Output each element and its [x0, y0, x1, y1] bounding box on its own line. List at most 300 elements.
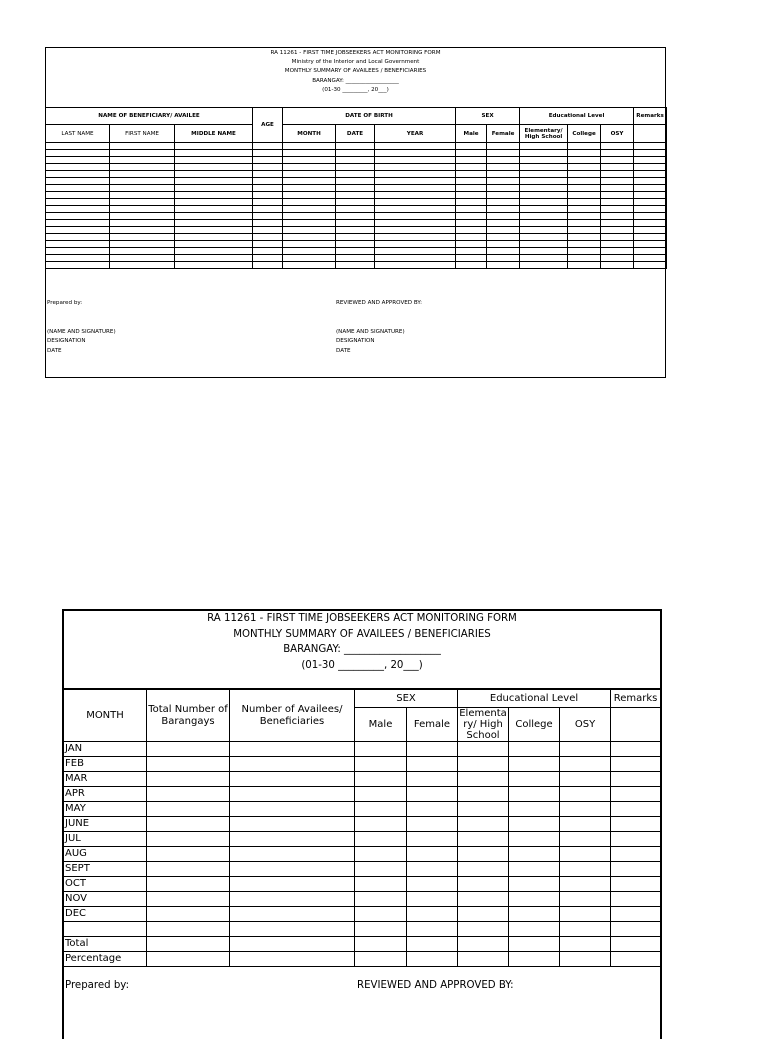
empty-cell [568, 178, 601, 185]
empty-cell [283, 199, 336, 206]
empty-cell [46, 262, 110, 269]
empty-cell [283, 227, 336, 234]
empty-cell [147, 832, 230, 847]
empty-cell [230, 742, 355, 757]
empty-cell [456, 178, 487, 185]
empty-cell [509, 847, 560, 862]
empty-cell [458, 937, 509, 952]
empty-cell [355, 937, 407, 952]
empty-cell [355, 802, 407, 817]
form-title: RA 11261 - FIRST TIME JOBSEEKERS ACT MONITORING FORM [207, 613, 517, 624]
table-row [46, 248, 667, 255]
empty-cell [253, 171, 283, 178]
empty-cell [355, 757, 407, 772]
empty-cell [487, 255, 520, 262]
empty-cell [611, 862, 661, 877]
sex-group-header: SEX [456, 108, 520, 125]
empty-cell [611, 922, 661, 937]
empty-cell [568, 220, 601, 227]
empty-cell [336, 192, 375, 199]
empty-cell [601, 150, 634, 157]
empty-cell [487, 262, 520, 269]
empty-cell [560, 892, 611, 907]
month-header: MONTH [64, 689, 147, 742]
table-row [46, 262, 667, 269]
empty-cell [253, 248, 283, 255]
empty-cell [509, 862, 560, 877]
empty-cell [456, 227, 487, 234]
empty-cell [601, 185, 634, 192]
table-row [46, 185, 667, 192]
empty-cell [253, 150, 283, 157]
first-name-header: FIRST NAME [110, 125, 175, 143]
empty-cell [336, 234, 375, 241]
month-row [64, 757, 661, 772]
empty-cell [230, 877, 355, 892]
empty-cell [458, 862, 509, 877]
empty-cell [147, 922, 230, 937]
empty-cell [283, 192, 336, 199]
empty-cell [458, 817, 509, 832]
empty-cell [336, 241, 375, 248]
empty-cell [253, 220, 283, 227]
empty-cell [336, 185, 375, 192]
empty-cell [456, 192, 487, 199]
empty-cell [407, 862, 458, 877]
empty-cell [520, 241, 568, 248]
empty-cell [283, 234, 336, 241]
empty-cell [147, 862, 230, 877]
empty-cell [487, 227, 520, 234]
empty-cell [355, 772, 407, 787]
empty-cell [568, 157, 601, 164]
empty-cell [611, 847, 661, 862]
empty-cell [253, 255, 283, 262]
empty-cell [634, 213, 667, 220]
empty-cell [175, 164, 253, 171]
empty-cell [568, 171, 601, 178]
empty-cell [253, 241, 283, 248]
empty-cell [46, 171, 110, 178]
empty-cell [487, 199, 520, 206]
beneficiary-table [45, 107, 667, 269]
empty-cell [283, 157, 336, 164]
empty-cell [634, 171, 667, 178]
empty-cell [147, 817, 230, 832]
form-header [64, 611, 660, 688]
month-row [64, 862, 661, 877]
empty-cell [253, 157, 283, 164]
empty-cell [560, 952, 611, 967]
empty-cell [568, 248, 601, 255]
month-label: Percentage [64, 952, 147, 967]
empty-cell [520, 164, 568, 171]
reviewer-date-label: DATE [336, 347, 351, 354]
empty-cell [458, 907, 509, 922]
empty-cell [375, 262, 456, 269]
month-label: OCT [64, 877, 147, 892]
empty-cell [175, 255, 253, 262]
empty-cell [375, 255, 456, 262]
empty-cell [110, 262, 175, 269]
empty-cell [509, 742, 560, 757]
empty-cell [601, 143, 634, 150]
monthly-summary-form [62, 609, 662, 1039]
empty-cell [487, 192, 520, 199]
empty-cell [375, 143, 456, 150]
empty-cell [355, 832, 407, 847]
empty-cell [355, 862, 407, 877]
empty-cell [110, 164, 175, 171]
empty-cell [601, 241, 634, 248]
empty-cell [230, 952, 355, 967]
empty-cell [253, 206, 283, 213]
empty-cell [407, 892, 458, 907]
empty-cell [634, 262, 667, 269]
table-row [46, 150, 667, 157]
empty-cell [46, 185, 110, 192]
last-name-header: LAST NAME [46, 125, 110, 143]
table-row [46, 143, 667, 150]
reviewed-by-label: REVIEWED AND APPROVED BY: [357, 980, 514, 991]
period-field: (01-30 _________, 20___) [322, 86, 389, 93]
name-signature-label: (NAME AND SIGNATURE) [47, 328, 116, 335]
empty-cell [520, 248, 568, 255]
empty-cell [283, 185, 336, 192]
empty-cell [336, 248, 375, 255]
empty-cell [230, 937, 355, 952]
empty-cell [560, 862, 611, 877]
month-label: APR [64, 787, 147, 802]
table-row [46, 178, 667, 185]
empty-cell [147, 952, 230, 967]
month-label [64, 922, 147, 937]
empty-cell [456, 199, 487, 206]
empty-cell [46, 234, 110, 241]
empty-cell [601, 192, 634, 199]
empty-cell [407, 772, 458, 787]
empty-cell [634, 206, 667, 213]
month-label: JUNE [64, 817, 147, 832]
edu-group-header: Educational Level [458, 689, 611, 708]
month-label: Total [64, 937, 147, 952]
empty-cell [568, 192, 601, 199]
empty-cell [509, 907, 560, 922]
empty-cell [283, 143, 336, 150]
empty-cell [355, 847, 407, 862]
empty-cell [46, 143, 110, 150]
detailed-monitoring-form [45, 47, 666, 378]
month-label: MAR [64, 772, 147, 787]
empty-cell [509, 832, 560, 847]
empty-cell [336, 157, 375, 164]
empty-cell [611, 907, 661, 922]
empty-cell [458, 892, 509, 907]
empty-cell [407, 922, 458, 937]
month-row [64, 952, 661, 967]
empty-cell [336, 150, 375, 157]
empty-cell [520, 262, 568, 269]
empty-cell [520, 220, 568, 227]
empty-cell [375, 171, 456, 178]
empty-cell [611, 877, 661, 892]
empty-cell [283, 206, 336, 213]
empty-cell [175, 248, 253, 255]
empty-cell [520, 157, 568, 164]
empty-cell [560, 787, 611, 802]
empty-cell [375, 220, 456, 227]
empty-cell [110, 220, 175, 227]
empty-cell [147, 787, 230, 802]
month-row [64, 772, 661, 787]
month-row [64, 817, 661, 832]
empty-cell [407, 817, 458, 832]
empty-cell [560, 847, 611, 862]
empty-cell [601, 220, 634, 227]
empty-cell [568, 213, 601, 220]
dob-group-header: DATE OF BIRTH [283, 108, 456, 125]
empty-cell [46, 206, 110, 213]
empty-cell [487, 143, 520, 150]
empty-cell [487, 206, 520, 213]
empty-cell [634, 150, 667, 157]
empty-cell [611, 892, 661, 907]
month-label: DEC [64, 907, 147, 922]
empty-cell [147, 802, 230, 817]
empty-cell [355, 922, 407, 937]
empty-cell [375, 192, 456, 199]
total-barangays-header: Total Number of Barangays [147, 689, 230, 742]
empty-cell [487, 164, 520, 171]
empty-cell [230, 892, 355, 907]
empty-cell [407, 787, 458, 802]
empty-cell [230, 772, 355, 787]
empty-cell [601, 262, 634, 269]
empty-cell [336, 227, 375, 234]
empty-cell [611, 742, 661, 757]
empty-cell [520, 206, 568, 213]
month-label: AUG [64, 847, 147, 862]
empty-cell [375, 227, 456, 234]
empty-cell [336, 206, 375, 213]
empty-cell [456, 171, 487, 178]
month-row [64, 832, 661, 847]
table-row [46, 220, 667, 227]
empty-cell [509, 937, 560, 952]
empty-cell [336, 171, 375, 178]
empty-cell [509, 817, 560, 832]
empty-cell [611, 817, 661, 832]
prepared-by-label: Prepared by: [47, 300, 83, 306]
empty-cell [456, 157, 487, 164]
empty-cell [46, 164, 110, 171]
empty-cell [230, 832, 355, 847]
empty-cell [520, 150, 568, 157]
reviewer-name-signature-label: (NAME AND SIGNATURE) [336, 328, 405, 335]
month-label: MAY [64, 802, 147, 817]
empty-cell [509, 952, 560, 967]
empty-cell [456, 255, 487, 262]
osy-header: OSY [560, 708, 611, 742]
table-row [46, 241, 667, 248]
empty-cell [147, 907, 230, 922]
empty-cell [520, 178, 568, 185]
empty-cell [568, 185, 601, 192]
empty-cell [175, 206, 253, 213]
empty-cell [283, 248, 336, 255]
empty-cell [611, 787, 661, 802]
empty-cell [375, 241, 456, 248]
empty-cell [355, 742, 407, 757]
empty-cell [283, 178, 336, 185]
table-row [46, 206, 667, 213]
empty-cell [407, 832, 458, 847]
osy-header: OSY [601, 125, 634, 143]
empty-cell [407, 847, 458, 862]
empty-cell [568, 262, 601, 269]
empty-cell [336, 262, 375, 269]
empty-cell [611, 952, 661, 967]
empty-cell [611, 832, 661, 847]
empty-cell [407, 802, 458, 817]
empty-cell [568, 150, 601, 157]
empty-cell [634, 248, 667, 255]
empty-cell [175, 199, 253, 206]
month-label: NOV [64, 892, 147, 907]
empty-cell [110, 206, 175, 213]
empty-cell [230, 847, 355, 862]
empty-cell [46, 213, 110, 220]
empty-cell [253, 178, 283, 185]
empty-cell [110, 150, 175, 157]
empty-cell [560, 817, 611, 832]
empty-cell [458, 922, 509, 937]
month-label: FEB [64, 757, 147, 772]
empty-cell [336, 164, 375, 171]
empty-cell [509, 922, 560, 937]
empty-cell [46, 255, 110, 262]
empty-cell [456, 185, 487, 192]
female-header: Female [487, 125, 520, 143]
barangay-field: BARANGAY: ___________________ [312, 77, 399, 84]
empty-cell [520, 192, 568, 199]
empty-cell [487, 213, 520, 220]
empty-cell [375, 248, 456, 255]
empty-cell [487, 248, 520, 255]
empty-cell [46, 248, 110, 255]
empty-cell [175, 150, 253, 157]
empty-cell [46, 199, 110, 206]
empty-cell [601, 227, 634, 234]
empty-cell [175, 227, 253, 234]
empty-cell [560, 832, 611, 847]
empty-cell [634, 143, 667, 150]
month-row [64, 937, 661, 952]
dob-date-header: DATE [336, 125, 375, 143]
empty-cell [509, 892, 560, 907]
table-row [46, 157, 667, 164]
empty-cell [283, 241, 336, 248]
dob-year-header: YEAR [375, 125, 456, 143]
empty-cell [110, 171, 175, 178]
period-field: (01-30 _________, 20___) [301, 659, 423, 671]
empty-cell [375, 206, 456, 213]
empty-cell [634, 178, 667, 185]
empty-cell [355, 787, 407, 802]
male-header: Male [355, 708, 407, 742]
empty-cell [568, 206, 601, 213]
empty-cell [147, 847, 230, 862]
empty-cell [560, 757, 611, 772]
empty-cell [634, 220, 667, 227]
empty-cell [355, 877, 407, 892]
month-label: JUL [64, 832, 147, 847]
empty-cell [487, 185, 520, 192]
empty-cell [175, 185, 253, 192]
empty-cell [509, 802, 560, 817]
empty-cell [175, 192, 253, 199]
empty-cell [110, 143, 175, 150]
empty-cell [456, 262, 487, 269]
empty-cell [175, 234, 253, 241]
empty-cell [560, 742, 611, 757]
empty-cell [175, 213, 253, 220]
empty-cell [375, 178, 456, 185]
empty-cell [175, 143, 253, 150]
empty-cell [568, 143, 601, 150]
empty-cell [46, 192, 110, 199]
empty-cell [568, 234, 601, 241]
empty-cell [253, 164, 283, 171]
empty-cell [458, 802, 509, 817]
ministry-name: Ministry of the Interior and Local Government [291, 59, 420, 66]
month-row [64, 847, 661, 862]
empty-cell [520, 213, 568, 220]
empty-cell [375, 157, 456, 164]
barangay-field: BARANGAY: ___________________ [283, 644, 441, 656]
empty-cell [110, 157, 175, 164]
empty-cell [456, 143, 487, 150]
empty-cell [611, 772, 661, 787]
empty-cell [458, 847, 509, 862]
elem-hs-header: Elementary/ High School [520, 125, 568, 143]
empty-cell [336, 220, 375, 227]
empty-cell [509, 787, 560, 802]
summary-title: MONTHLY SUMMARY OF AVAILEES / BENEFICIARIES [233, 628, 491, 640]
empty-cell [601, 213, 634, 220]
empty-cell [601, 248, 634, 255]
month-row [64, 787, 661, 802]
empty-cell [110, 248, 175, 255]
empty-cell [520, 227, 568, 234]
empty-cell [509, 772, 560, 787]
empty-cell [407, 937, 458, 952]
empty-cell [487, 241, 520, 248]
empty-cell [458, 787, 509, 802]
empty-cell [560, 877, 611, 892]
remarks-header: Remarks [634, 108, 667, 125]
empty-cell [568, 199, 601, 206]
empty-cell [611, 757, 661, 772]
empty-cell [110, 199, 175, 206]
empty-cell [520, 185, 568, 192]
empty-cell [110, 227, 175, 234]
empty-cell [283, 213, 336, 220]
empty-cell [230, 922, 355, 937]
form-title: RA 11261 - FIRST TIME JOBSEEKERS ACT MONITORING FORM [270, 50, 441, 56]
empty-cell [634, 234, 667, 241]
empty-cell [634, 185, 667, 192]
